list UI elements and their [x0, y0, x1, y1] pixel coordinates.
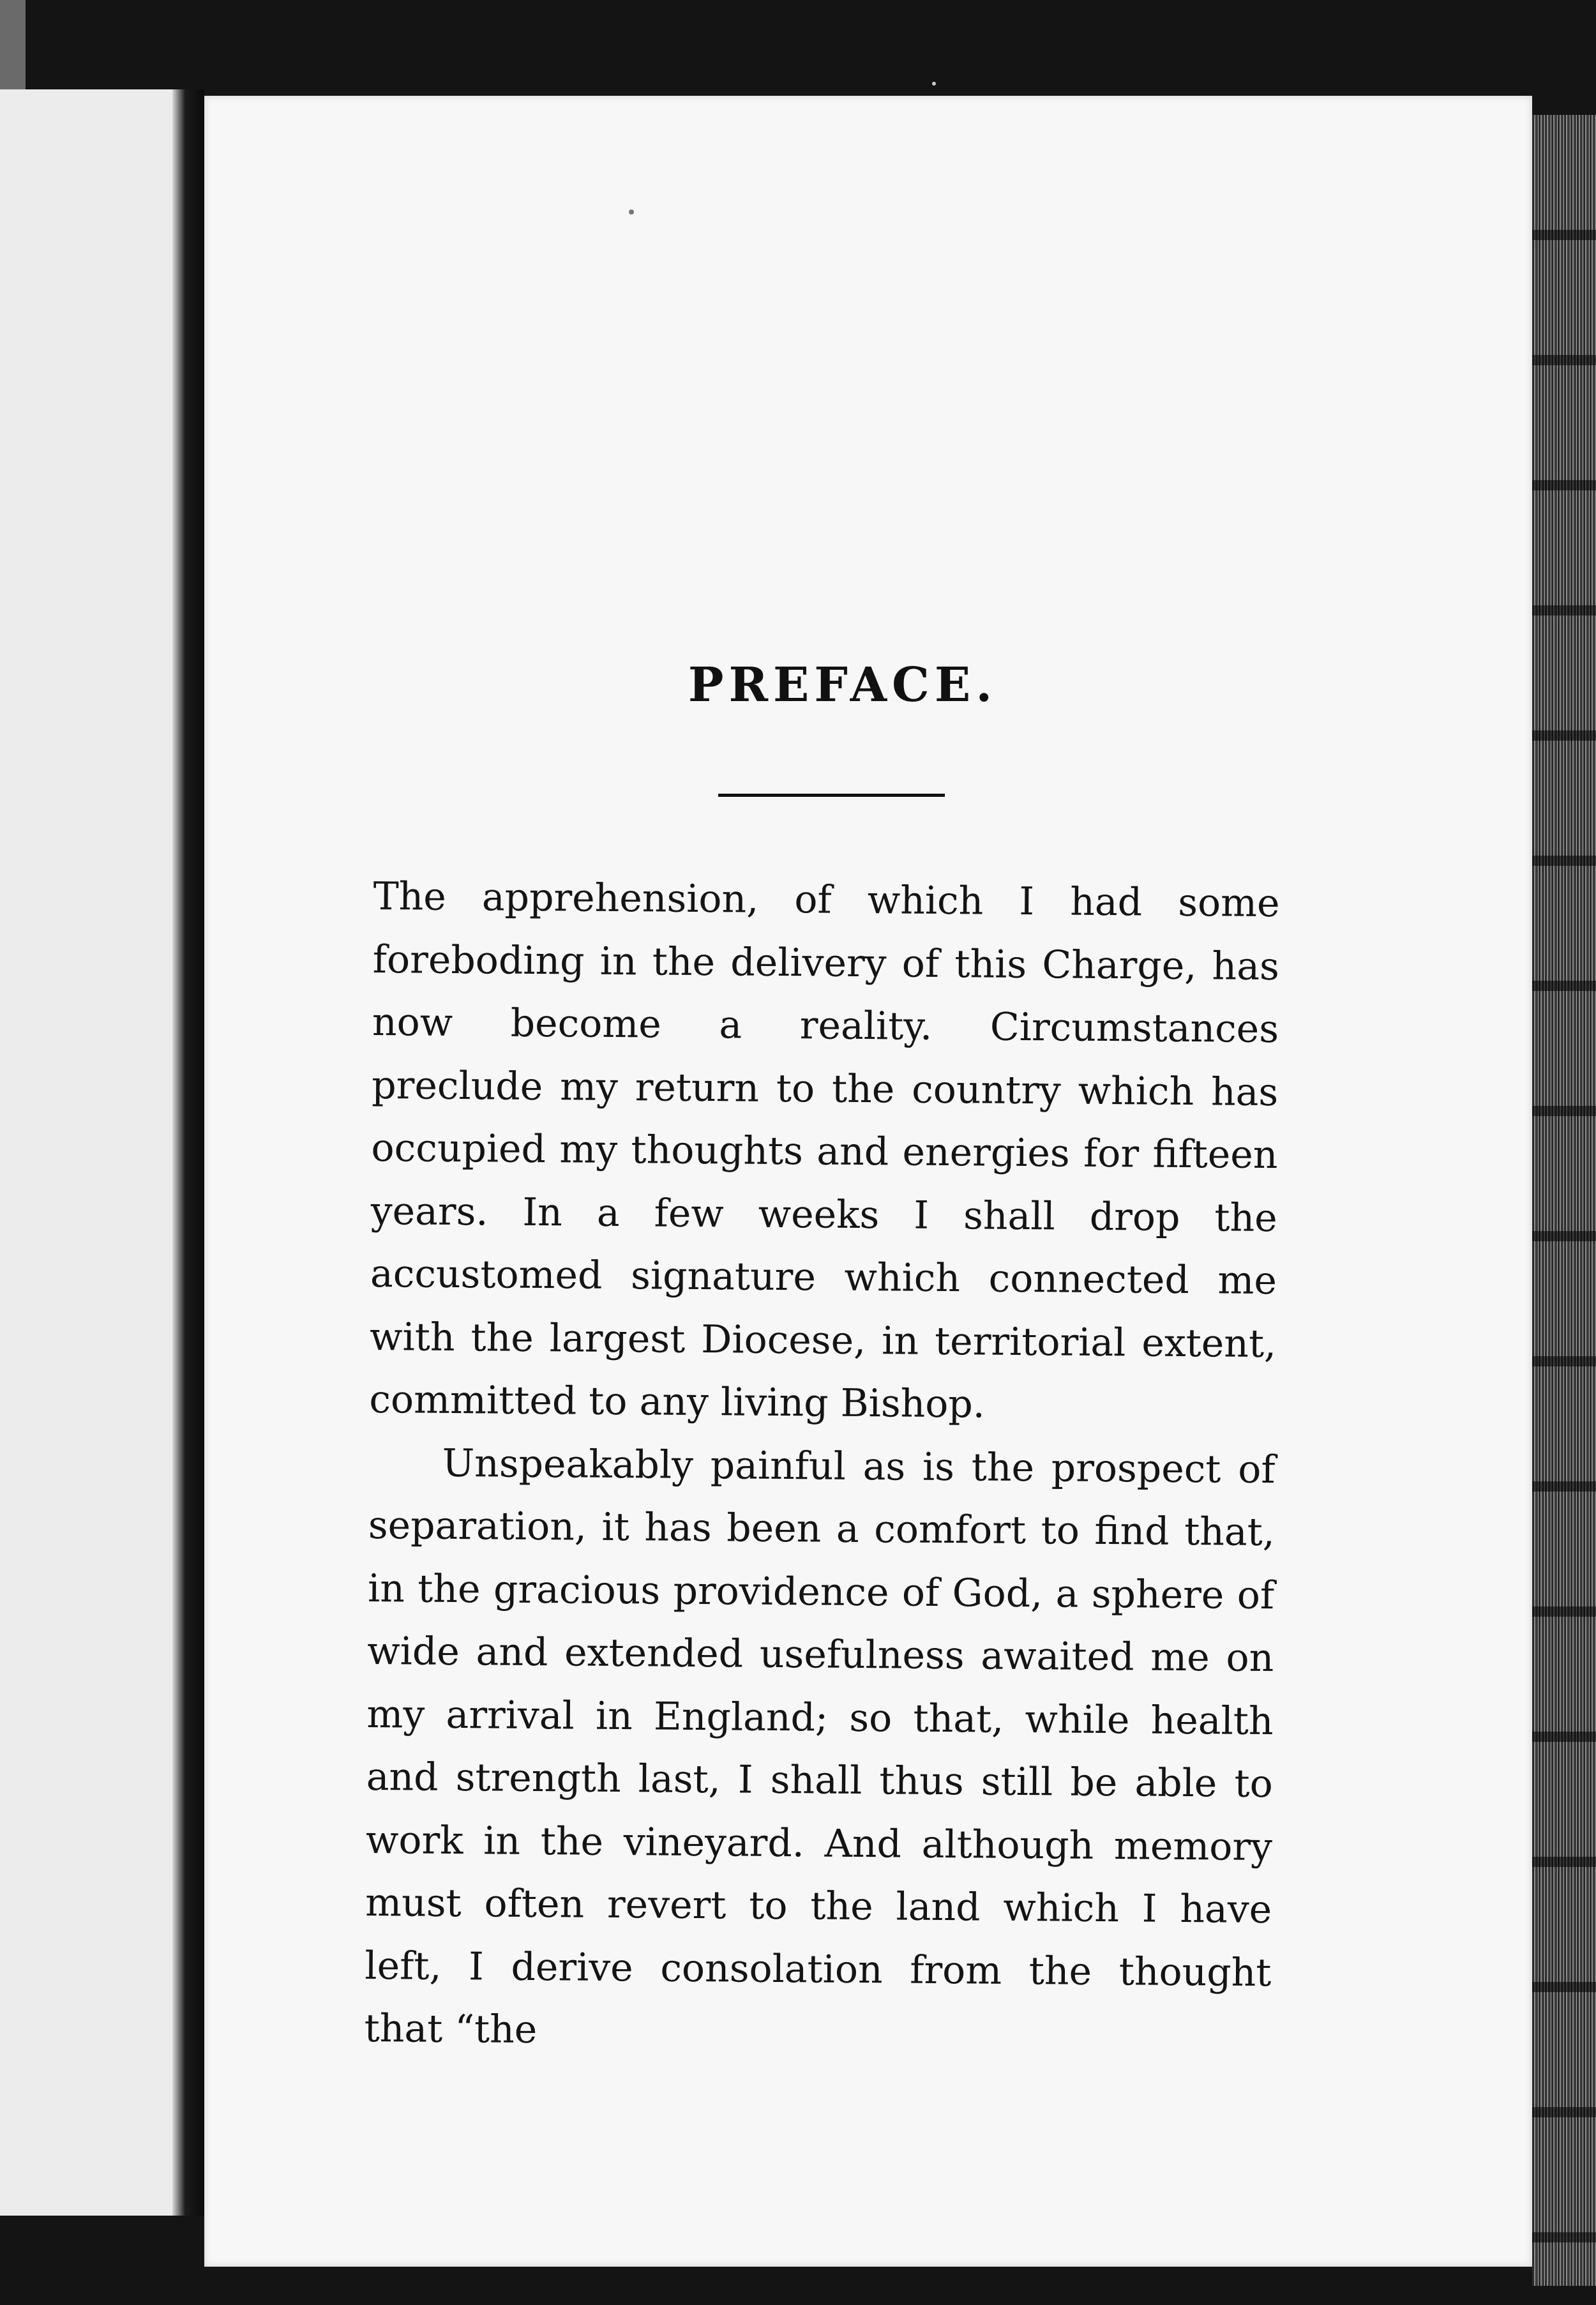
paper-speck — [629, 209, 634, 215]
heading-rule — [718, 794, 945, 797]
paper-speck — [932, 82, 936, 86]
scan-border — [0, 0, 26, 89]
paragraph: The apprehension, of which I had some foreboding in the delivery of this Charge, has now become a reality. Circumstances preclude my return to the country which has occupied my thoughts and energies for fifteen years. In a few weeks I shall drop the accustomed signature which connected me with the largest Diocese, in territorial extent, committed to any living Bishop. — [369, 873, 1280, 1427]
page-fore-edge — [1532, 115, 1596, 2286]
page-heading: PREFACE. — [688, 658, 998, 713]
book-gutter — [172, 89, 204, 2216]
paragraph: Unspeakably painful as is the prospect of separation, it has been a comfort to find that, in the gracious providence of God, a sphere of wide and extended usefulness awaited me on my arrival in England; so that, while health and strength last, I shall thus still be able to work in the vineyard. And although memory must often revert to the land which I have left, I derive consolation from the thought that “the — [364, 1440, 1276, 2053]
preface-text — [364, 865, 1280, 2067]
facing-page — [0, 89, 185, 2216]
